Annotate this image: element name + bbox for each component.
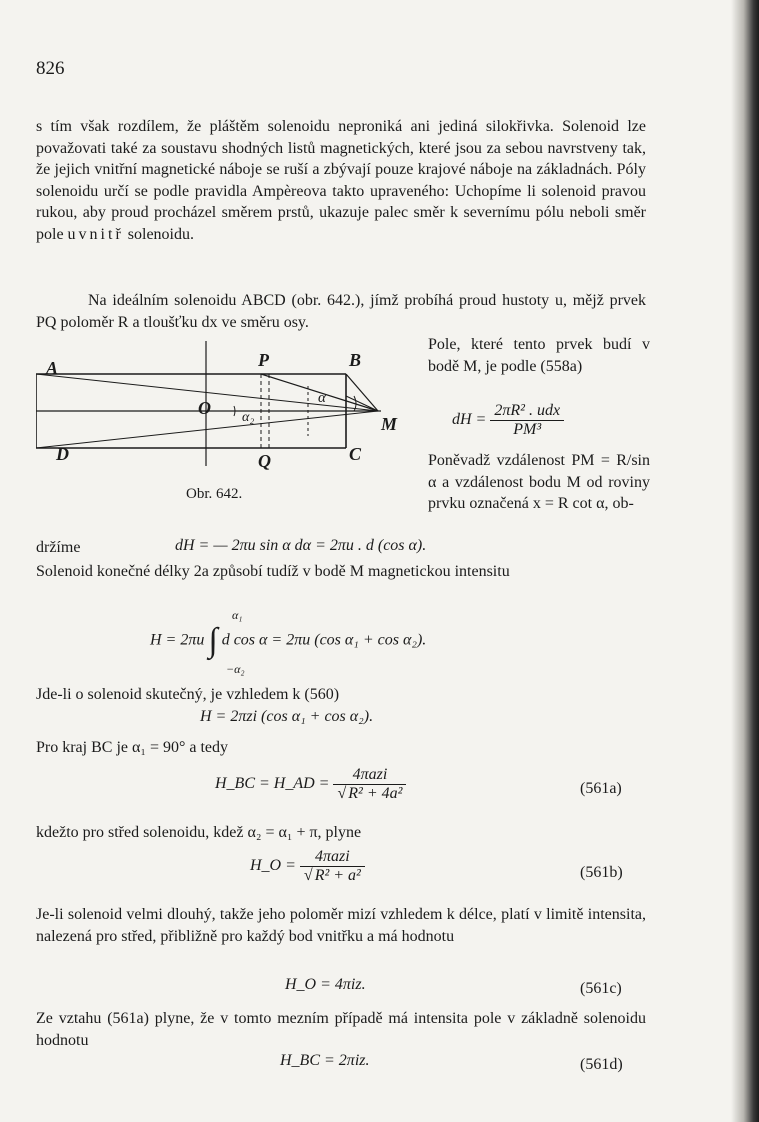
paragraph-6: kdežto pro střed solenoidu, kdež α₂ = α₁ + π, plyne xyxy=(36,824,362,841)
paragraph-3: Solenoid konečné délky 2a způsobí tudíž v bodě M magnetickou intensitu xyxy=(36,563,510,580)
equation-561b-lhs: H_O = xyxy=(250,857,296,875)
equation-561b xyxy=(250,848,365,885)
equation-561d xyxy=(280,1052,369,1070)
equation-561b-tag: (561b) xyxy=(580,864,623,881)
drzime-text: držíme xyxy=(36,539,81,556)
equation-561d-tag: (561d) xyxy=(580,1056,623,1073)
side-text-2: Poněvadž vzdálenost PM = R/sin α a vzdálenost bodu M od roviny prvku označená x = R cot α, ob- xyxy=(428,452,650,512)
equation-integral-rhs: d cos α = 2πu (cos α₁ + cos α₂). xyxy=(221,631,427,649)
label-o: O xyxy=(198,398,211,418)
paragraph-1-end: solenoidu. xyxy=(127,225,194,243)
paragraph-4: Jde-li o solenoid skutečný, je vzhledem k (560) xyxy=(36,686,340,703)
equation-h-real xyxy=(200,708,373,726)
integral-sign-icon: ∫ xyxy=(208,622,218,659)
equation-561a-radicand: R² + 4a² xyxy=(348,785,403,802)
equation-dh xyxy=(452,402,564,439)
paragraph-2: Na ideálním solenoidu ABCD (obr. 642.), jímž probíhá proud hustoty u, mějž prvek PQ poloměr R a tloušťku dx ve směru osy. xyxy=(36,292,646,331)
figure-caption: Obr. 642. xyxy=(186,486,243,502)
equation-561b-radicand: R² + a² xyxy=(314,867,361,884)
equation-dh-lhs: dH = xyxy=(452,411,487,429)
equation-dh-2 xyxy=(175,537,426,555)
equation-integral xyxy=(150,622,426,660)
equation-dh-denominator: PM³ xyxy=(513,421,542,438)
equation-561a-numerator: 4πazi xyxy=(333,766,406,785)
paragraph-1 xyxy=(36,116,646,245)
label-a: A xyxy=(46,358,59,378)
label-c: C xyxy=(349,444,362,464)
equation-h-real-text: H = 2πzi (cos α₁ + cos α₂). xyxy=(200,708,374,725)
label-p: P xyxy=(258,350,269,370)
paragraph-1-text: s tím však rozdílem, že pláštěm solenoidu neproniká ani jediná silokřivka. Solenoid lze považovati také za soustavu shodných listů magnetických, které jsou za sebou navrstveny tak, že jejich vnitřní magnetické náboje se ruší a zbývají pouze krajové náboje na základnách. Póly solenoidu určí se podle pravidla Ampèreova takto upraveného: Uchopíme li solenoid pravou rukou, aby proud procházel směrem prstů, ukazuje palec směr k severnímu pólu neboli směr pole xyxy=(36,118,646,243)
equation-dh-numerator: 2πR² . udx xyxy=(490,402,564,421)
label-b: B xyxy=(349,350,362,370)
equation-561d-text: H_BC = 2πiz. xyxy=(280,1052,370,1069)
label-alpha: α xyxy=(318,390,326,406)
equation-561b-numerator: 4πazi xyxy=(300,848,365,867)
integral-lower-limit: −α₂ xyxy=(226,662,245,676)
equation-561a-tag: (561a) xyxy=(580,780,622,797)
equation-integral-lhs: H = 2πu xyxy=(150,631,205,649)
equation-561a-denominator: √ R² + 4a² xyxy=(337,785,403,802)
label-d: D xyxy=(56,444,69,464)
label-q: Q xyxy=(258,451,271,471)
equation-561a xyxy=(215,766,406,803)
page-number: 826 xyxy=(36,58,65,79)
label-alpha2: α₂ xyxy=(242,410,255,425)
equation-dh-fraction xyxy=(490,402,564,439)
label-m: M xyxy=(381,414,398,434)
paragraph-1-emphasis: uvnitř xyxy=(67,225,124,243)
equation-561a-fraction xyxy=(333,766,406,803)
paragraph-7: Je-li solenoid velmi dlouhý, takže jeho poloměr mizí vzhledem k délce, platí v limitě intensita, nalezená pro střed, přibližně pro každý bod vnitřku a má hodnotu xyxy=(36,906,646,945)
equation-561a-lhs: H_BC = H_AD = xyxy=(215,775,330,793)
paragraph-5: Pro kraj BC je α₁ = 90° a tedy xyxy=(36,739,229,756)
integral-upper-limit: α₁ xyxy=(232,608,243,622)
equation-561c xyxy=(285,976,366,994)
equation-561c-tag: (561c) xyxy=(580,980,622,997)
line-inner-m xyxy=(346,396,378,411)
paragraph-8: Ze vztahu (561a) plyne, že v tomto mezním případě má intensita pole v základně solenoidu hodnotu xyxy=(36,1010,646,1049)
book-binding-shadow xyxy=(731,0,759,1122)
equation-561b-fraction xyxy=(300,848,365,885)
side-text-1: Pole, které tento prvek budí v bodě M, je podle (558a) xyxy=(428,336,650,375)
equation-561b-denominator: √ R² + a² xyxy=(303,867,361,884)
equation-dh-2-text: dH = — 2πu sin α dα = 2πu . d (cos α). xyxy=(175,537,427,554)
equation-561c-text: H_O = 4πiz. xyxy=(285,976,366,993)
